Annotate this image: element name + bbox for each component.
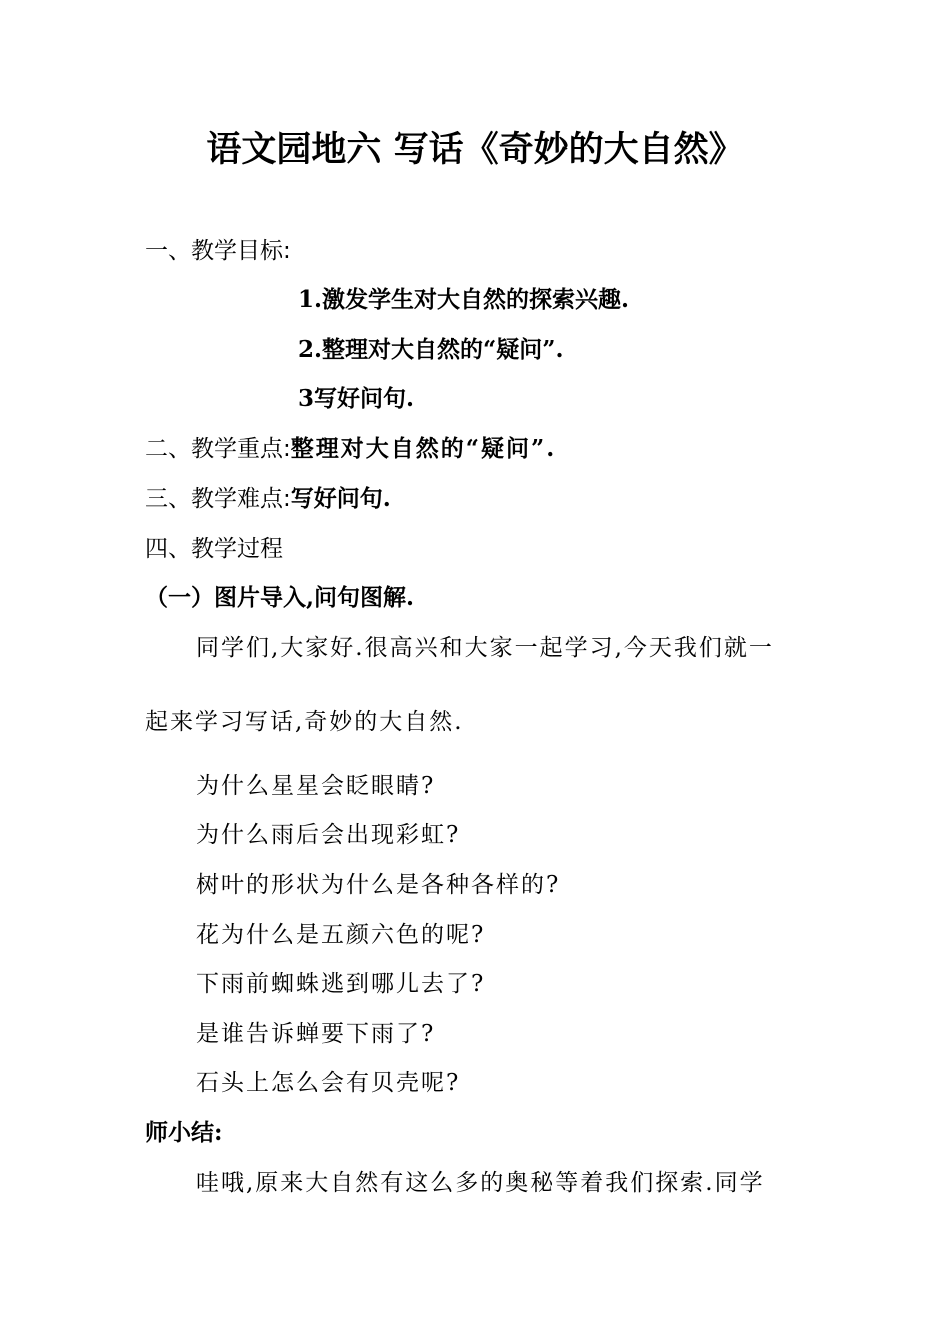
intro-paragraph-line-1: 同学们,大家好.很高兴和大家一起学习,今天我们就一 xyxy=(196,635,774,661)
key-point xyxy=(145,434,556,464)
summary-paragraph: 哇哦,原来大自然有这么多的奥秘等着我们探索.同学 xyxy=(196,1170,765,1196)
question-line: 为什么雨后会出现彩虹? xyxy=(196,822,461,848)
objectives-heading: 一、教学目标: xyxy=(145,238,291,264)
question-line: 石头上怎么会有贝壳呢? xyxy=(196,1070,461,1096)
objective-item-1: 1.激发学生对大自然的探索兴趣. xyxy=(298,286,630,313)
process-heading: 四、教学过程 xyxy=(145,536,283,562)
summary-label: 师小结: xyxy=(145,1119,223,1146)
intro-paragraph-line-2: 起来学习写话,奇妙的大自然. xyxy=(145,709,464,735)
question-line: 是谁告诉蝉要下雨了? xyxy=(196,1021,436,1047)
difficulty-label: 三、教学难点: xyxy=(145,486,291,512)
question-line: 花为什么是五颜六色的呢? xyxy=(196,922,486,948)
question-line: 树叶的形状为什么是各种各样的? xyxy=(196,872,561,898)
objective-item-2: 2.整理对大自然的“疑问”. xyxy=(298,336,564,363)
key-point-label: 二、教学重点: xyxy=(145,436,291,462)
section-heading: （一）图片导入,问句图解. xyxy=(145,584,415,611)
question-line: 下雨前蜘蛛逃到哪儿去了? xyxy=(196,971,486,997)
difficulty-text: 写好问句. xyxy=(290,485,391,512)
key-point-text: 整理对大自然的“疑问”. xyxy=(290,435,557,462)
document-title: 语文园地六 写话《奇妙的大自然》 xyxy=(206,129,744,170)
question-line: 为什么星星会眨眼睛? xyxy=(196,773,436,799)
objective-item-3: 3写好问句. xyxy=(298,385,415,412)
difficulty xyxy=(145,484,391,514)
